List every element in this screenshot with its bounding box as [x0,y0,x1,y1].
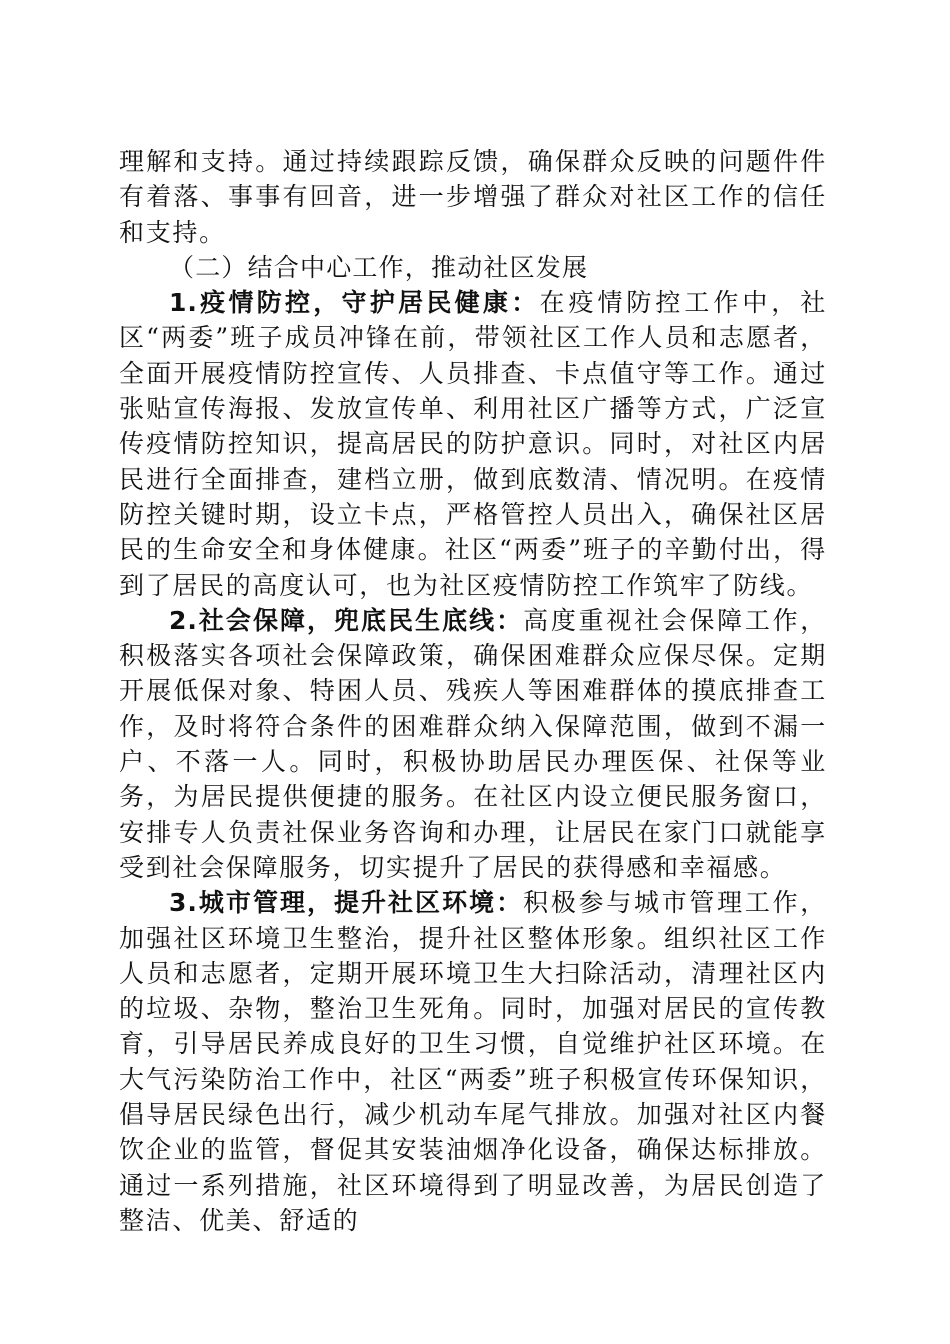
item-paragraph-social-security [119,603,827,885]
section-heading: （二）结合中心工作，推动社区发展 [169,252,589,282]
item-body-epidemic: 在疫情防控工作中，社区“两委”班子成员冲锋在前，带领社区工作人员和志愿者，全面开展疫情防控宣传、人员排查、卡点值守等工作。通过张贴宣传海报、发放宣传单、利用社区广播等方式，广泛宣传疫情防控知识，提高居民的防护意识。同时，对社区内居民进行全面排查，建档立册，做到底数清、情况明。在疫情防控关键时期，设立卡点，严格管控人员出入，确保社区居民的生命安全和身体健康。社区“两委”班子的辛勤付出，得到了居民的高度认可，也为社区疫情防控工作筑牢了防线。 [119,288,827,600]
item-lead-urban-management: 3.城市管理，提升社区环境： [169,888,524,918]
continuation-paragraph: 理解和支持。通过持续跟踪反馈，确保群众反映的问题件件有着落、事事有回音，进一步增强了群众对社区工作的信任和支持。 [119,147,827,247]
item-paragraph-urban-management [119,885,827,1238]
item-body-urban-management: 积极参与城市管理工作，加强社区环境卫生整治，提升社区整体形象。组织社区工作人员和志愿者，定期开展环境卫生大扫除活动，清理社区内的垃圾、杂物，整治卫生死角。同时，加强对居民的宣传教育，引导居民养成良好的卫生习惯，自觉维护社区环境。在大气污染防治工作中，社区“两委”班子积极宣传环保知识，倡导居民绿色出行，减少机动车尾气排放。加强对社区内餐饮企业的监管，督促其安装油烟净化设备，确保达标排放。通过一系列措施，社区环境得到了明显改善，为居民创造了整洁、优美、舒适的 [119,888,827,1235]
item-paragraph-epidemic [119,285,827,603]
item-body-social-security: 高度重视社会保障工作，积极落实各项社会保障政策，确保困难群众应保尽保。定期开展低保对象、特困人员、残疾人等困难群体的摸底排查工作，及时将符合条件的困难群众纳入保障范围，做到不漏一户、不落一人。同时，积极协助居民办理医保、社保等业务，为居民提供便捷的服务。在社区内设立便民服务窗口，安排专人负责社保业务咨询和办理，让居民在家门口就能享受到社会保障服务，切实提升了居民的获得感和幸福感。 [119,605,827,882]
item-lead-social-security: 2.社会保障，兜底民生底线： [169,605,524,635]
item-lead-epidemic: 1.疫情防控，守护居民健康： [169,288,540,318]
document-body [119,144,827,1238]
